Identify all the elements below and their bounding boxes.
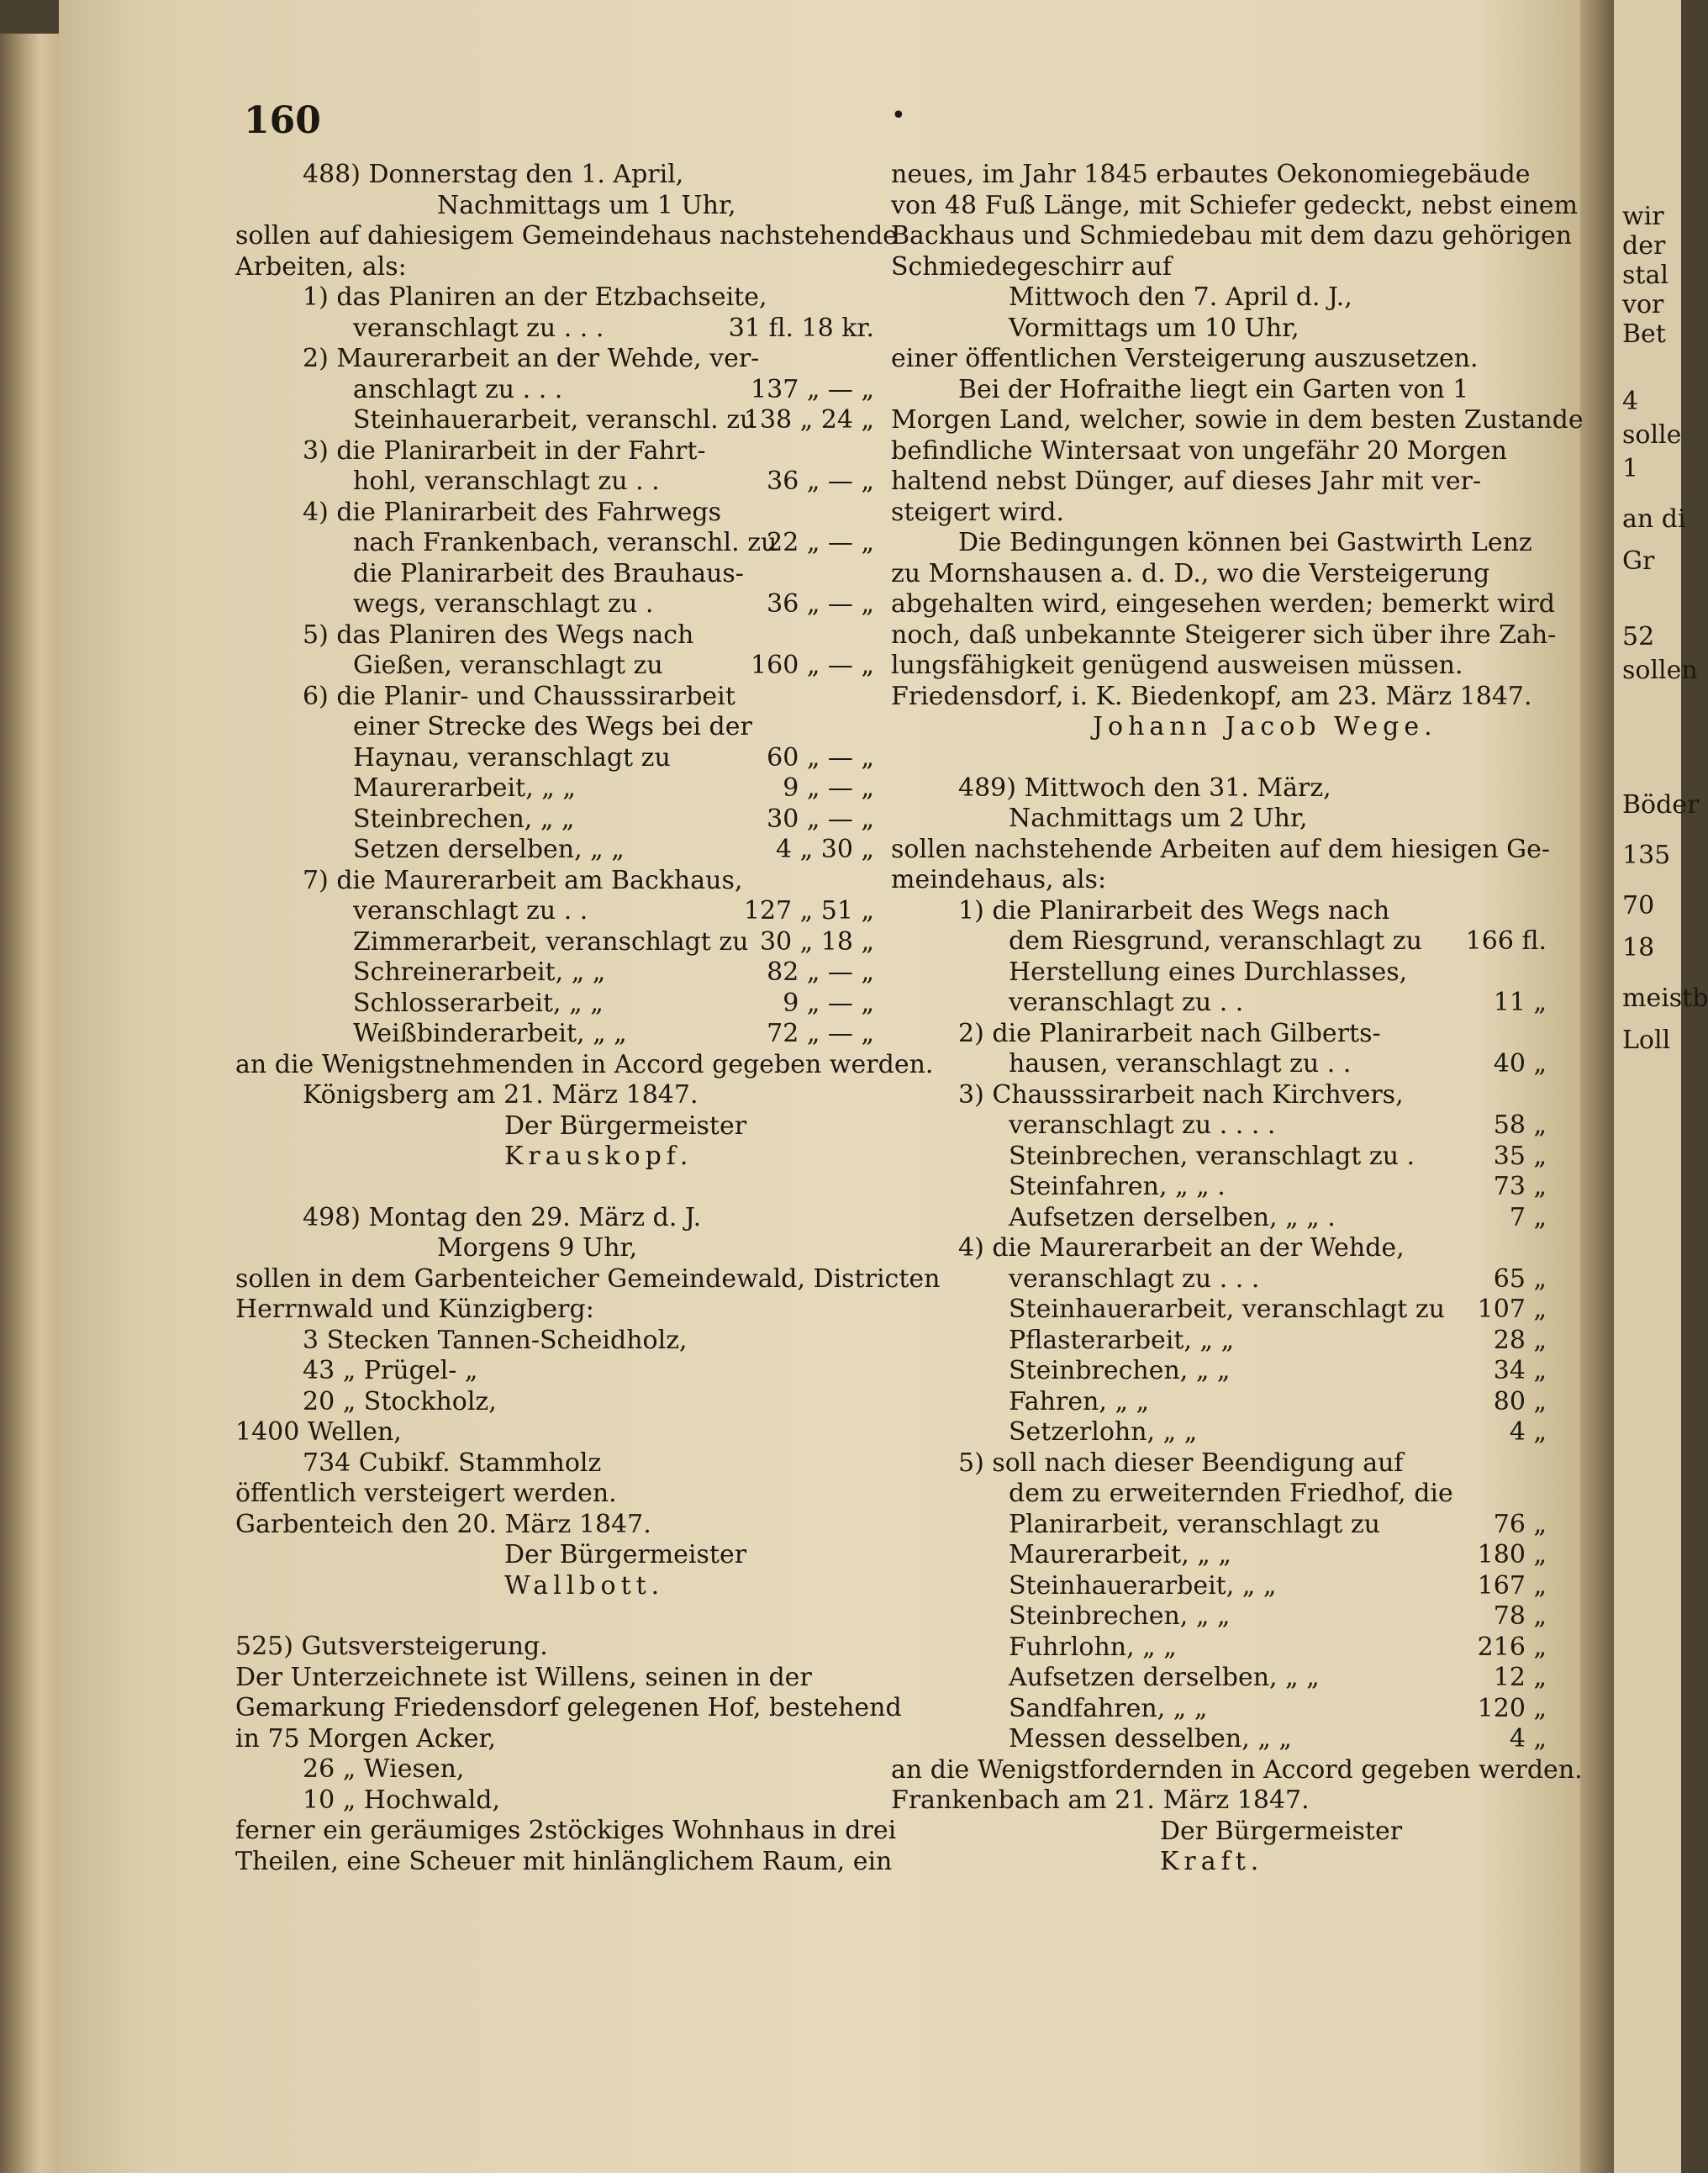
line-text: dem zu erweiternden Friedhof, die (1009, 1479, 1453, 1508)
line-text: lungsfähigkeit genügend ausweisen müssen. (891, 651, 1463, 680)
text-line (235, 896, 874, 927)
text-line (235, 957, 874, 989)
text-line (891, 1724, 1547, 1755)
text-line (891, 773, 1547, 804)
line-text: Steinhauerarbeit, „ „ (1009, 1570, 1277, 1601)
text-line (235, 221, 898, 252)
line-text: Steinhauerarbeit, veranschlagt zu (1009, 1295, 1445, 1324)
amount: 78 „ (1493, 1601, 1547, 1631)
text-line (891, 865, 1547, 896)
text-line (235, 1724, 874, 1755)
line-text: veranschlagt zu . . (1009, 988, 1244, 1017)
amount: 76 „ (1493, 1509, 1547, 1539)
text-line (891, 1632, 1547, 1664)
line-text: Aufsetzen derselben, „ „ . (1009, 1202, 1336, 1232)
line-text: ferner ein geräumiges 2stöckiges Wohnhaus in drei (235, 1816, 897, 1845)
line-text: Steinfahren, „ „ . (1009, 1172, 1226, 1201)
line-text: Messen desselben, „ „ (1009, 1724, 1292, 1754)
next-page-fragment: 1 (1622, 454, 1639, 483)
line-text: Weißbinderarbeit, „ „ (353, 1019, 627, 1048)
text-line (235, 743, 874, 774)
next-page-fragment: sollen (1622, 656, 1698, 685)
line-text: Gießen, veranschlagt zu (353, 651, 663, 680)
line-text: Theilen, eine Scheuer mit hinlänglichem Raum, ein (235, 1846, 893, 1876)
next-page-fragment: 135 (1622, 841, 1671, 870)
line-text: 5) soll nach dieser Beendigung auf (958, 1448, 1404, 1478)
amount: 36 „ — „ (767, 589, 874, 619)
text-line (891, 1847, 1547, 1878)
line-text: hohl, veranschlagt zu . . (353, 467, 660, 496)
amount: 22 „ — „ (767, 528, 874, 557)
text-line (891, 1479, 1547, 1510)
amount: 120 „ (1477, 1693, 1547, 1723)
amount: 30 „ — „ (767, 804, 874, 834)
line-text: an die Wenigstnehmenden in Accord gegeben werden. (235, 1049, 934, 1079)
text-line (891, 375, 1547, 406)
line-text: Die Bedingungen können bei Gastwirth Lenz (958, 528, 1532, 557)
text-line (235, 1816, 897, 1847)
line-text: nach Frankenbach, veranschl. zu (353, 528, 778, 557)
text-line (235, 314, 874, 345)
text-line (891, 1080, 1547, 1111)
amount: 73 „ (1493, 1172, 1547, 1201)
next-page-fragment: wir (1622, 202, 1664, 231)
line-text: Der Bürgermeister (504, 1110, 747, 1141)
line-text: Aufsetzen derselben, „ „ (1009, 1663, 1320, 1692)
line-text: 488) Donnerstag den 1. April, (303, 160, 684, 189)
text-line (891, 1387, 1547, 1418)
text-line (891, 252, 1547, 283)
line-text: 26 „ Wiesen, (303, 1754, 465, 1784)
line-text: Frankenbach am 21. März 1847. (891, 1785, 1310, 1815)
amount: 167 „ (1477, 1570, 1547, 1601)
page-number: 160 (244, 99, 321, 142)
section-gap (235, 1173, 874, 1203)
line-text: Sandfahren, „ „ (1009, 1693, 1208, 1723)
text-line (891, 651, 1547, 682)
line-text: 1400 Wellen, (235, 1417, 402, 1447)
text-line (891, 282, 1547, 314)
line-text: Mittwoch den 7. April d. J., (1009, 282, 1352, 312)
line-text: veranschlagt zu . . (353, 896, 588, 926)
amount: 72 „ — „ (767, 1019, 874, 1048)
next-page-edge (1614, 0, 1708, 2173)
next-page-fragment: meistb (1622, 984, 1708, 1013)
line-text: Haynau, veranschlagt zu (353, 742, 671, 773)
text-line (235, 405, 874, 436)
amount: 34 „ (1493, 1356, 1547, 1385)
text-line (235, 1111, 874, 1142)
line-text: 5) das Planiren des Wegs nach (303, 620, 694, 650)
text-line (891, 498, 1547, 529)
amount: 36 „ — „ (767, 467, 874, 496)
line-text: 3 Stecken Tannen-Scheidholz, (303, 1325, 688, 1355)
line-text: wegs, veranschlagt zu . (353, 589, 654, 619)
text-line (891, 620, 1557, 651)
text-line (891, 436, 1547, 467)
amount: 137 „ — „ (751, 374, 874, 404)
text-line (891, 160, 1547, 191)
line-text: 489) Mittwoch den 31. März, (958, 773, 1331, 803)
line-text: noch, daß unbekannte Steigerer sich über ihre Zah- (891, 620, 1557, 650)
text-line (235, 1019, 874, 1050)
amount: 160 „ — „ (751, 651, 874, 680)
text-line (891, 1356, 1547, 1387)
line-text: sollen nachstehende Arbeiten auf dem hiesigen Ge- (891, 834, 1551, 864)
text-line (235, 773, 874, 804)
line-text: Zimmerarbeit, veranschlagt zu (353, 926, 749, 957)
next-page-fragment: 4 (1622, 387, 1639, 416)
line-text: Schlosserarbeit, „ „ (353, 988, 604, 1018)
text-line (891, 1295, 1547, 1326)
text-line (891, 1540, 1547, 1571)
next-page-fragment: Gr (1622, 546, 1655, 576)
line-text: 10 „ Hochwald, (303, 1785, 501, 1815)
line-text: Der Unterzeichnete ist Willens, seinen in der (235, 1662, 812, 1692)
book-edge (0, 34, 67, 2173)
text-line (235, 528, 874, 559)
amount: 166 fl. (1465, 926, 1547, 956)
text-line (891, 1172, 1547, 1203)
text-line (891, 1571, 1547, 1602)
amount: 4 „ (1509, 1417, 1547, 1447)
text-line (891, 682, 1547, 713)
line-text: Der Bürgermeister (504, 1540, 747, 1569)
text-line (235, 866, 874, 897)
line-text: Herrnwald und Künzigberg: (235, 1295, 594, 1324)
text-line (235, 436, 874, 467)
line-text: 734 Cubikf. Stammholz (303, 1448, 602, 1478)
line-text: an die Wenigstfordernden in Accord gegeben werden. (891, 1754, 1583, 1785)
text-line (235, 1142, 874, 1173)
text-line (891, 1264, 1547, 1295)
amount: 80 „ (1493, 1386, 1547, 1416)
text-line (235, 344, 874, 375)
text-line (235, 1448, 874, 1479)
text-line (235, 1571, 874, 1602)
text-line (235, 1049, 934, 1081)
text-line (235, 804, 874, 836)
next-page-fragment: solle (1622, 420, 1682, 450)
line-text: Setzerlohn, „ „ (1009, 1417, 1198, 1447)
line-text: Steinbrechen, veranschlagt zu . (1009, 1141, 1415, 1171)
line-text: Vormittags um 10 Uhr, (1009, 313, 1299, 343)
text-line (891, 190, 1579, 222)
next-page-fragment: der (1622, 231, 1666, 261)
text-line (235, 1785, 874, 1817)
line-text: steigert wird. (891, 497, 1065, 527)
next-page-fragment: an di (1622, 504, 1686, 534)
amount: 4 „ 30 „ (776, 835, 874, 864)
line-text: Steinhauerarbeit, veranschl. zu (353, 405, 756, 435)
text-line (891, 1049, 1547, 1080)
amount: 35 „ (1493, 1141, 1547, 1171)
line-text: 4) die Maurerarbeit an der Wehde, (958, 1233, 1405, 1263)
text-line (891, 589, 1555, 620)
line-text: Herstellung eines Durchlasses, (1009, 957, 1408, 987)
text-line (235, 1233, 874, 1264)
line-text: meindehaus, als: (891, 865, 1107, 894)
line-text: befindliche Wintersaat von ungefähr 20 Morgen (891, 435, 1507, 466)
line-text: Steinbrechen, „ „ (353, 804, 575, 834)
line-text: veranschlagt zu . . . (1009, 1263, 1260, 1294)
line-text: 2) die Planirarbeit nach Gilberts- (958, 1018, 1381, 1048)
line-text: Bei der Hofraithe liegt ein Garten von 1 (958, 374, 1469, 404)
text-line (235, 1326, 874, 1357)
text-line (235, 559, 874, 590)
text-line (235, 191, 874, 222)
text-line (235, 682, 874, 713)
amount: 82 „ — „ (767, 957, 874, 987)
line-text: Garbenteich den 20. März 1847. (235, 1509, 651, 1539)
line-text: veranschlagt zu . . . . (1009, 1110, 1276, 1140)
next-page-fragment: vor (1622, 290, 1664, 319)
text-line (235, 927, 874, 958)
text-line (235, 498, 874, 529)
text-line (891, 804, 1547, 835)
text-line (891, 1326, 1547, 1357)
amount: 60 „ — „ (767, 742, 874, 773)
line-text: Nachmittags um 1 Uhr, (437, 190, 736, 220)
line-text: 525) Gutsversteigerung. (235, 1632, 548, 1661)
line-text: 1) das Planiren an der Etzbachseite, (303, 282, 767, 312)
line-text: 498) Montag den 29. März d. J. (303, 1202, 702, 1232)
line-text: 7) die Maurerarbeit am Backhaus, (303, 865, 743, 895)
text-line (891, 1785, 1547, 1817)
line-text: Arbeiten, als: (235, 251, 407, 282)
amount: 7 „ (1509, 1202, 1547, 1232)
next-page-fragment: 70 (1622, 891, 1655, 920)
line-text: Maurerarbeit, „ „ (353, 773, 576, 803)
text-line (891, 834, 1551, 866)
text-line (235, 1754, 874, 1785)
text-line (891, 926, 1547, 957)
text-line (235, 1080, 874, 1111)
text-line (891, 221, 1573, 252)
text-line (891, 988, 1547, 1019)
text-line (891, 1754, 1583, 1786)
line-text: 3) die Planirarbeit in der Fahrt- (303, 435, 706, 466)
text-line (235, 1203, 874, 1234)
text-line (235, 375, 874, 406)
line-text: Gemarkung Friedensdorf gelegenen Hof, bestehend (235, 1693, 902, 1722)
line-text: Wallbott. (504, 1570, 665, 1601)
amount: 31 fl. 18 kr. (728, 313, 874, 343)
text-line (891, 1601, 1547, 1632)
text-line (235, 620, 874, 651)
amount: 4 „ (1509, 1724, 1547, 1754)
line-text: Friedensdorf, i. K. Biedenkopf, am 23. März 1847. (891, 681, 1532, 711)
text-line (235, 712, 874, 743)
amount: 127 „ 51 „ (743, 896, 874, 926)
text-line (891, 1663, 1547, 1694)
text-line (891, 712, 1547, 743)
text-line (891, 1110, 1547, 1142)
amount: 28 „ (1493, 1325, 1547, 1355)
line-text: einer öffentlichen Versteigerung auszusetzen. (891, 344, 1479, 373)
line-text: Nachmittags um 2 Uhr, (1009, 804, 1308, 833)
text-line (235, 989, 874, 1020)
next-page-fragment: Loll (1622, 1026, 1671, 1055)
line-text: 20 „ Stockholz, (303, 1386, 497, 1416)
line-text: 1) die Planirarbeit des Wegs nach (958, 895, 1390, 926)
text-line (891, 1417, 1547, 1448)
amount: 40 „ (1493, 1049, 1547, 1079)
line-text: Pflasterarbeit, „ „ (1009, 1325, 1235, 1355)
text-line (235, 651, 874, 682)
text-line (235, 1693, 902, 1724)
line-text: von 48 Fuß Länge, mit Schiefer gedeckt, nebst einem (891, 190, 1579, 220)
text-line (235, 1540, 874, 1571)
text-line (891, 1448, 1547, 1479)
text-line (235, 1263, 941, 1295)
text-line (235, 282, 874, 314)
line-text: anschlagt zu . . . (353, 374, 563, 404)
line-text: öffentlich versteigert werden. (235, 1479, 617, 1508)
next-page-fragment: Bet (1622, 319, 1666, 349)
text-line (235, 1663, 874, 1694)
text-line (235, 589, 874, 620)
amount: 58 „ (1493, 1110, 1547, 1140)
line-text: in 75 Morgen Acker, (235, 1723, 497, 1754)
text-line (891, 896, 1547, 927)
text-line (891, 1203, 1547, 1234)
next-page-fragment: 52 (1622, 622, 1655, 651)
text-line (891, 1142, 1547, 1173)
text-line (235, 1846, 893, 1878)
line-text: Setzen derselben, „ „ (353, 835, 625, 864)
text-line (891, 528, 1547, 559)
line-text: Morgen Land, welcher, sowie in dem besten Zustande (891, 405, 1584, 435)
amount: 9 „ — „ (783, 988, 874, 1018)
line-text: einer Strecke des Wegs bei der (353, 712, 752, 741)
text-line (235, 1632, 874, 1663)
line-text: sollen auf dahiesigem Gemeindehaus nachstehende (235, 221, 898, 251)
text-line (891, 1019, 1547, 1050)
line-text: neues, im Jahr 1845 erbautes Oekonomiegebäude (891, 160, 1531, 189)
line-text: 2) Maurerarbeit an der Wehde, ver- (303, 344, 760, 373)
text-line (891, 1694, 1547, 1725)
line-text: Fuhrlohn, „ „ (1009, 1632, 1177, 1662)
line-text: Steinbrechen, „ „ (1009, 1601, 1231, 1631)
text-line (891, 1817, 1547, 1848)
text-line (891, 1233, 1547, 1264)
line-text: Maurerarbeit, „ „ (1009, 1540, 1231, 1569)
line-text: sollen in dem Garbenteicher Gemeindewald, Districten (235, 1263, 941, 1294)
text-line (235, 467, 874, 498)
amount: 180 „ (1477, 1540, 1547, 1569)
next-page-fragment: Böder (1622, 790, 1700, 820)
amount: 107 „ (1477, 1295, 1547, 1324)
text-line (235, 1356, 874, 1387)
text-line (891, 467, 1547, 498)
text-line (891, 314, 1547, 345)
text-line (235, 835, 874, 866)
line-text: Der Bürgermeister (1160, 1816, 1403, 1846)
line-text: 3) Chausssirarbeit nach Kirchvers, (958, 1079, 1404, 1110)
line-text: Schreinerarbeit, „ „ (353, 957, 606, 987)
line-text: Königsberg am 21. März 1847. (303, 1080, 698, 1110)
line-text: Johann Jacob Wege. (1093, 712, 1437, 741)
right-column (891, 160, 1584, 1878)
next-page-fragment: 18 (1622, 933, 1655, 963)
line-text: Morgens 9 Uhr, (437, 1233, 638, 1263)
line-text: Kraft. (1160, 1847, 1264, 1876)
line-text: Krauskopf. (504, 1142, 693, 1171)
text-line (235, 1417, 874, 1448)
line-text: Backhaus und Schmiedebau mit dem dazu gehörigen (891, 221, 1573, 251)
text-line (891, 1510, 1547, 1541)
amount: 65 „ (1493, 1263, 1547, 1294)
amount: 216 „ (1477, 1632, 1547, 1662)
left-column (235, 160, 941, 1877)
text-line (235, 1510, 874, 1541)
page-gutter (1580, 0, 1614, 2173)
text-line (235, 1387, 874, 1418)
line-text: Fahren, „ „ (1009, 1386, 1150, 1416)
amount: 12 „ (1493, 1663, 1547, 1692)
amount: 9 „ — „ (783, 773, 874, 803)
line-text: dem Riesgrund, veranschlagt zu (1009, 926, 1422, 956)
text-line (235, 252, 874, 283)
amount: 11 „ (1493, 988, 1547, 1017)
next-page-fragment: stal (1622, 261, 1668, 290)
text-line (235, 160, 874, 191)
section-gap (891, 743, 1547, 773)
text-line (891, 957, 1547, 989)
line-text: 6) die Planir- und Chausssirarbeit (303, 681, 735, 711)
line-text: veranschlagt zu . . . (353, 313, 604, 343)
text-line (235, 1479, 874, 1510)
text-line (891, 344, 1547, 375)
line-text: abgehalten wird, eingesehen werden; bemerkt wird (891, 589, 1555, 619)
text-line (891, 559, 1547, 590)
ink-dot: • (891, 101, 906, 130)
line-text: Steinbrechen, „ „ (1009, 1356, 1231, 1385)
text-line (891, 405, 1584, 436)
line-text: 4) die Planirarbeit des Fahrwegs (303, 497, 721, 527)
line-text: haltend nebst Dünger, auf dieses Jahr mit ver- (891, 467, 1482, 496)
line-text: hausen, veranschlagt zu . . (1009, 1049, 1352, 1079)
line-text: zu Mornshausen a. d. D., wo die Versteigerung (891, 558, 1490, 588)
amount: 30 „ 18 „ (759, 926, 874, 957)
section-gap (235, 1601, 874, 1632)
line-text: die Planirarbeit des Brauhaus- (353, 558, 744, 588)
line-text: Schmiedegeschirr auf (891, 251, 1173, 282)
text-line (235, 1295, 874, 1326)
line-text: 43 „ Prügel- „ (303, 1356, 478, 1385)
line-text: Planirarbeit, veranschlagt zu (1009, 1509, 1381, 1539)
amount: 138 „ 24 „ (743, 405, 874, 435)
